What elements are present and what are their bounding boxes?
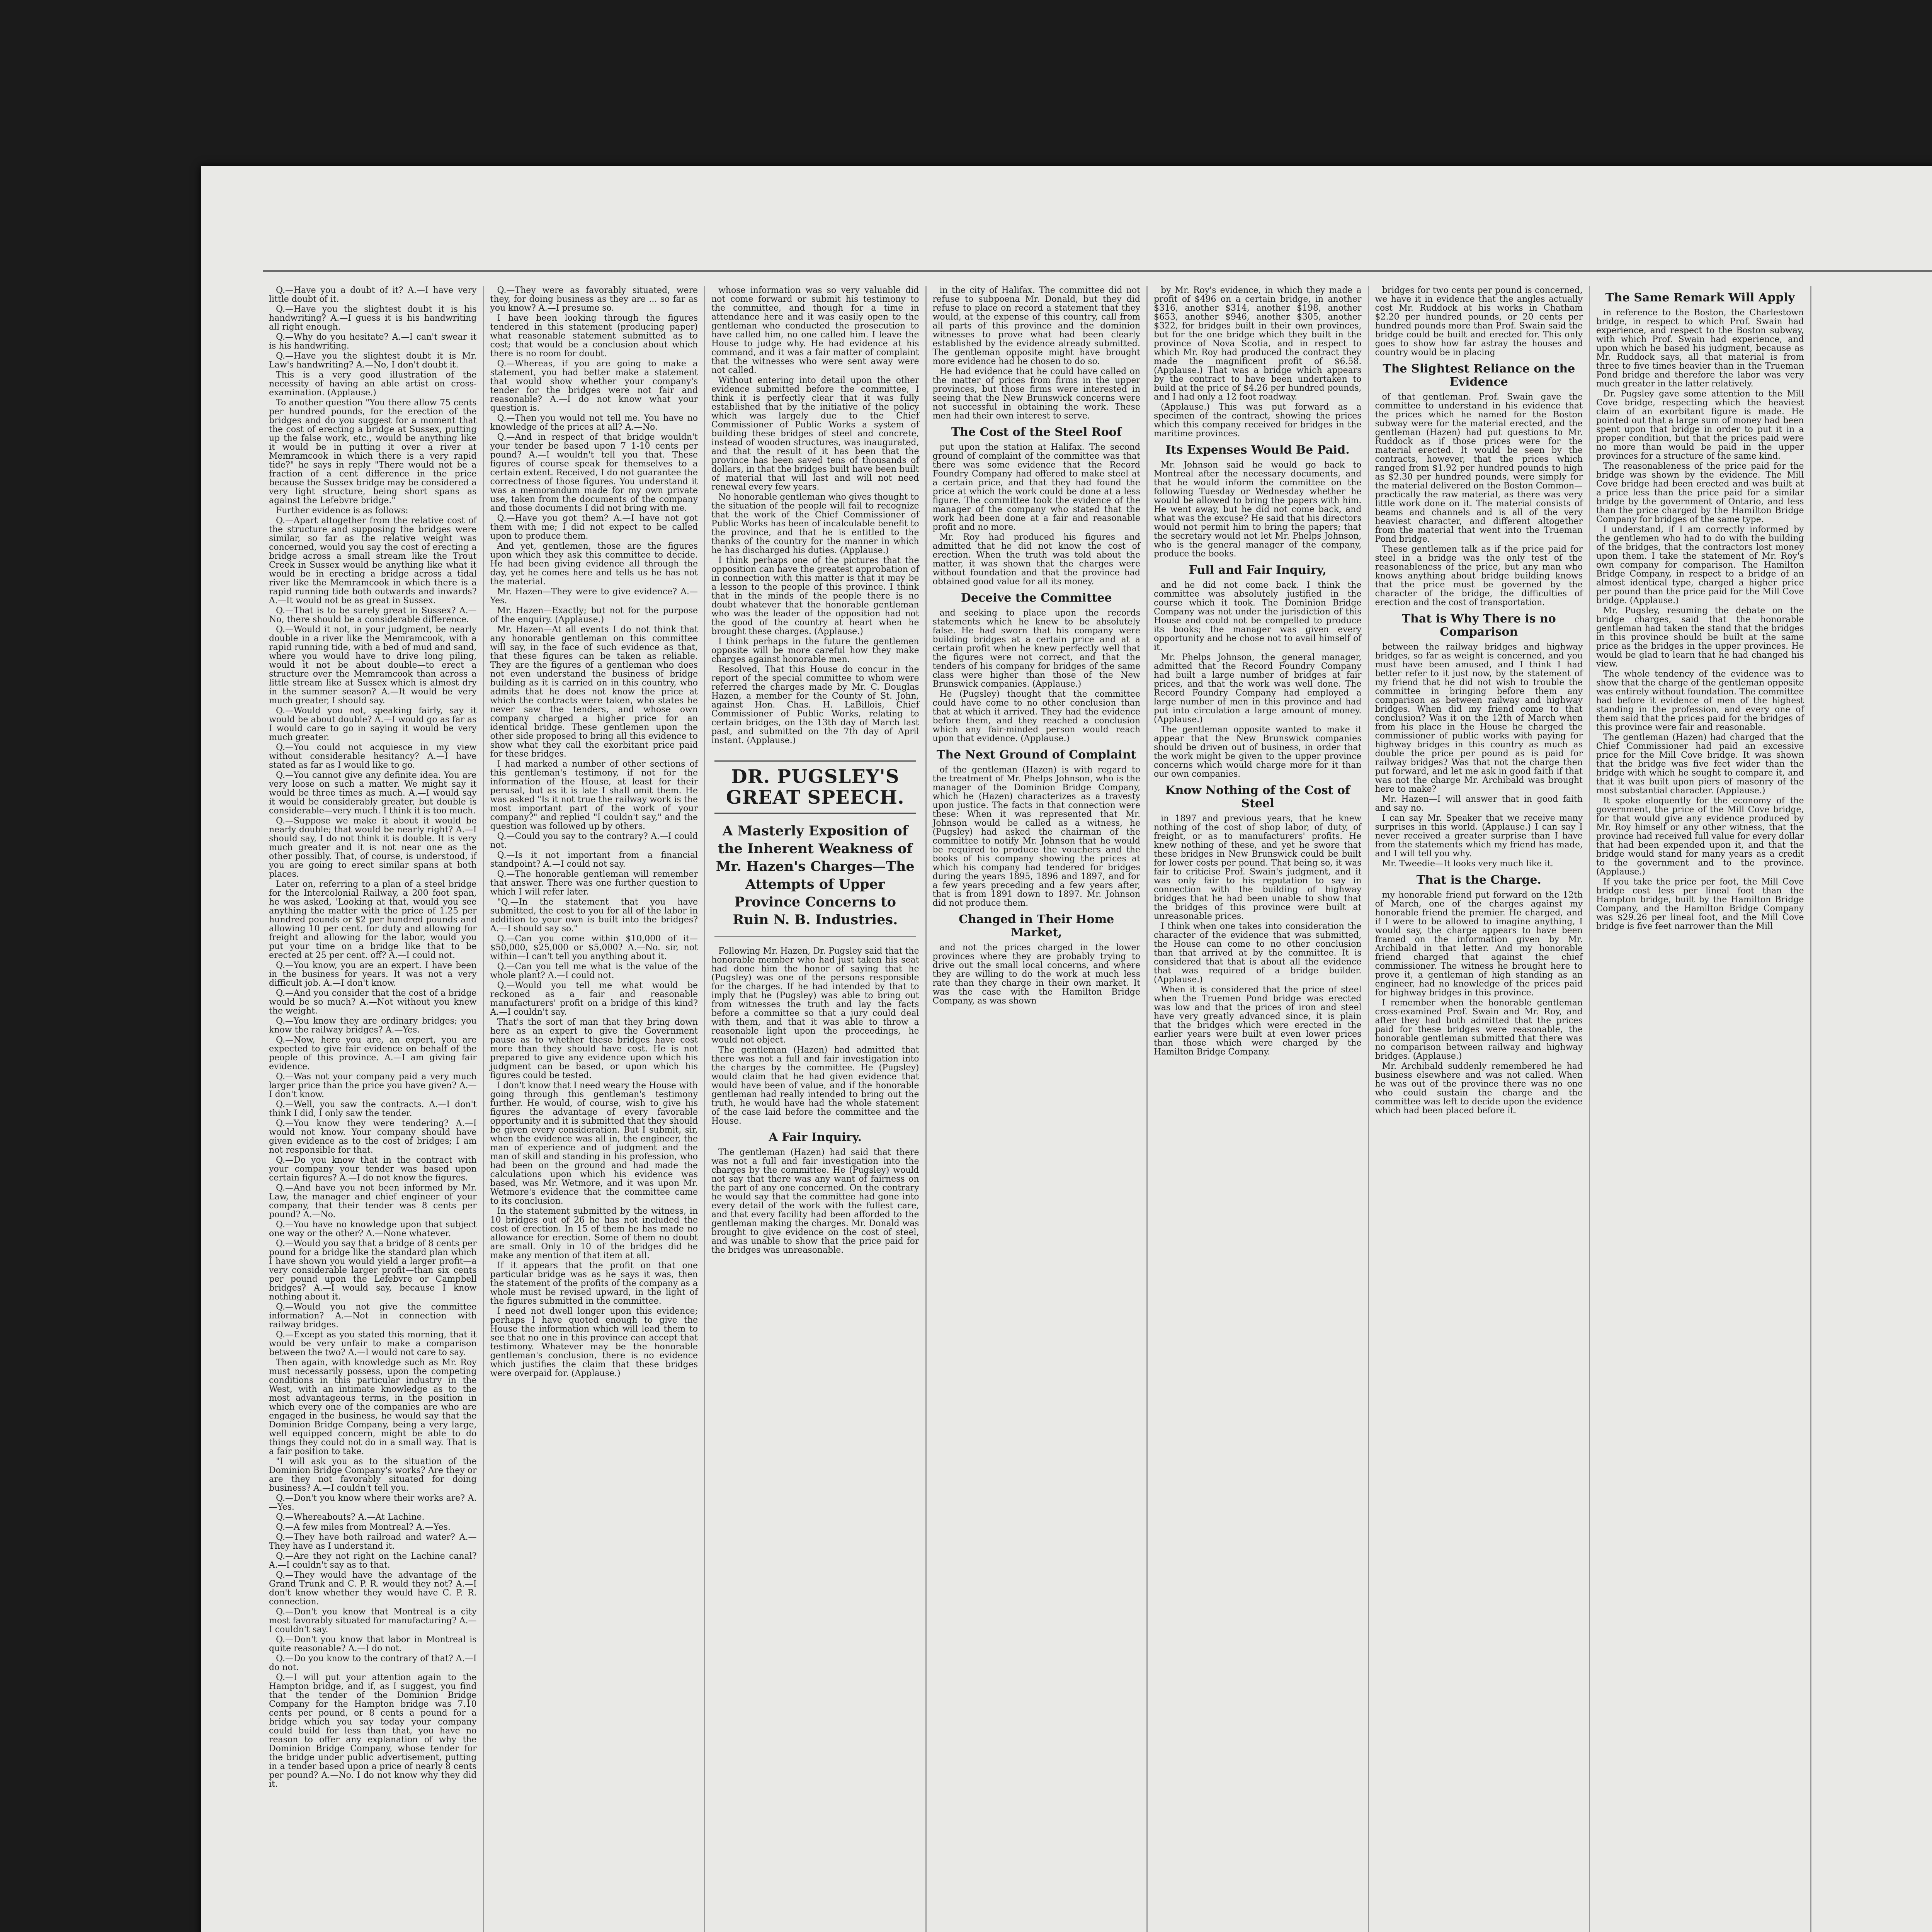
body-paragraph: Mr. Pugsley, resuming the debate on the bridge charges, said that the honorable gentleman had taken the stand that the bridges in this province should be built at the same price as the bridges in the upper provinces. He would be glad to learn that he had changed his view. — [1596, 606, 1804, 669]
body-paragraph: Then again, with knowledge such as Mr. Roy must necessarily possess, upon the competing conditions in this particular industry in the West, with an intimate knowledge as to the most advantageous terms, in the position in which every one of the companies are who are engaged in the business, he would say that the Dominion Bridge Company, being a very large, well equipped concern, might be able to do things they could not do in a small way. That is a fair position to take. — [269, 1358, 477, 1456]
body-paragraph: I think perhaps one of the pictures that the opposition can have the greatest approbation of in connection with this matter is that it may be a lesson to the people of this province. I think that in the minds of the people there is no doubt whatever that the honorable gentleman who was the leader of the opposition had not the good of the country at heart when he brought these charges. (Applause.) — [711, 556, 919, 636]
article-column-7 — [1590, 286, 1811, 1932]
body-paragraph: Q.—Now, here you are, an expert, you are expected to give fair evidence on behalf of the people of this province. A.—I am giving fair evidence. — [269, 1035, 477, 1071]
body-paragraph: Q.—Do you know to the contrary of that? A.—I do not. — [269, 1654, 477, 1672]
body-paragraph: If it appears that the profit on that one particular bridge was as he says it was, then the statement of the profits of the company as a whole must be revised upward, in the light of the figures submitted in the committee. — [490, 1261, 698, 1306]
section-subhead: That is the Charge. — [1416, 873, 1541, 887]
body-paragraph: bridges for two cents per pound is concerned, we have it in evidence that the angles actually cost Mr. Ruddock at his works in Chatham $2.20 per hundred pounds, or 20 cents per hundred pounds more than Prof. Swain said the bridge could be built and erected for. This only goes to show how far astray the houses and country would be in placing — [1375, 286, 1583, 357]
body-paragraph: The gentleman (Hazen) had admitted that there was not a full and fair investigation into the charges by the committee. He (Pugsley) would claim that he had given evidence that would have been of value, and if the honorable gentleman had really intended to bring out the truth, he would have had the whole statement of the case laid before the committee and the House. — [711, 1045, 919, 1126]
body-paragraph: Q.—And you consider that the cost of a bridge would be so much? A.—Not without you knew the weight. — [269, 988, 477, 1016]
section-subhead: Full and Fair Inquiry, — [1189, 563, 1327, 577]
body-paragraph: I have been looking through the figures tendered in this statement (producing paper) what reasonable statement submitted as to cost; that would be a conclusion about which there is no room for doubt. — [490, 313, 698, 359]
body-paragraph: Q.—Do you know that in the contract with your company your tender was based upon certain figures? A.—I do not know the figures. — [269, 1155, 477, 1183]
body-paragraph: Q.—Could you say to the contrary? A.—I could not. — [490, 832, 698, 850]
body-paragraph: When it is considered that the price of steel when the Truemen Pond bridge was erected was low and that the prices of iron and steel have very greatly advanced since, it is plain that the bridges which were erected in the earlier years were built at even lower prices than those which were charged by the Hamilton Bridge Company. — [1154, 985, 1362, 1057]
body-paragraph: Q.—Apart altogether from the relative cost of the structure and supposing the bridges were similar, so far as the relative weight was concerned, would you say the cost of erecting a bridge across a small stream like the Trout Creek in Sussex would be anything like what it would be in erecting a bridge across a tidal river like the Memramcook in which there is a rapid running tide both outwards and inwards? A.—It would not be as great in Sussex. — [269, 516, 477, 605]
body-paragraph: Q.—Is it not important from a financial standpoint? A.—I could not say. — [490, 850, 698, 869]
body-paragraph: and seeking to place upon the records statements which he knew to be absolutely false. He had sworn that his company were building bridges at a certain price and at a certain profit when he knew perfectly well that the figures were not correct, and that the tenders of his company for bridges of the same class were higher than those of the New Brunswick companies. (Applause.) — [932, 608, 1140, 689]
section-subhead: Know Nothing of the Cost of Steel — [1165, 784, 1350, 810]
body-paragraph: I remember when the honorable gentleman cross-examined Prof. Swain and Mr. Roy, and after they had both admitted that the prices paid for these bridges were reasonable, the honorable gentleman submitted that there was no comparison between railway and highway bridges. (Applause.) — [1375, 998, 1583, 1061]
body-paragraph: The gentleman (Hazen) had charged that the Chief Commissioner had paid an excessive price for the Mill Cove bridge. It was shown that the bridge was five feet wider than the bridge with which he sought to compare it, and that it was built upon piers of masonry of the most substantial character. (Applause.) — [1596, 733, 1804, 796]
article-column-1 — [263, 286, 484, 1932]
article-column-5 — [1148, 286, 1369, 1932]
body-paragraph: The whole tendency of the evidence was to show that the charge of the gentleman opposite was entirely without foundation. The committee had before it evidence of men of the highest standing in the profession, and every one of them said that the prices paid for the bridges of this province were fair and reasonable. — [1596, 669, 1804, 732]
masthead-rule — [263, 270, 1932, 272]
body-paragraph: Q.—The honorable gentleman will remember that answer. There was one further question to which I will refer later. — [490, 869, 698, 897]
body-paragraph: Q.—You could not acquiesce in my view without considerable hesitancy? A.—I have stated as far as I would like to go. — [269, 743, 477, 770]
body-paragraph: Q.—Whereabouts? A.—At Lachine. — [276, 1512, 425, 1522]
body-paragraph: of that gentleman. Prof. Swain gave the committee to understand in his evidence that the prices which he named for the Boston subway were for the material erected, and the gentleman (Hazen) had put questions to Mr. Ruddock as if those prices were for the material erected. It would be seen by the contracts, however, that the prices which ranged from $1.92 per hundred pounds to high as $2.30 per hundred pounds, were simply for the material delivered on the Boston Common—practically the raw material, as there was very little work done on it. The material consists of beams and channels and is all of the very heaviest character, and different altogether from the material that went into the Trueman Pond bridge. — [1375, 392, 1583, 544]
body-paragraph: Further evidence is as follows: — [276, 506, 408, 515]
body-paragraph: Q.—You know they are ordinary bridges; you know the railway bridges? A.—Yes. — [269, 1016, 477, 1035]
body-paragraph: Without entering into detail upon the other evidence submitted before the committee, I think it is perfectly clear that it was fully established that by the initiative of the policy which was largely due to the Chief Commissioner of Public Works a system of building these bridges of steel and concrete, instead of wooden structures, was inaugurated, and that the result of it has been that the province has been saved tens of thousands of dollars, in that the bridges built have been built of material that will last and will not need renewal every few years. — [711, 376, 919, 492]
article-column-3 — [705, 286, 927, 1932]
body-paragraph: "I will ask you as to the situation of the Dominion Bridge Company's works? Are they or are they not favorably situated for doing business? A.—I couldn't tell you. — [269, 1457, 477, 1493]
body-paragraph: Q.—Have you got them? A.—I have not got them with me; I did not expect to be called upon to produce them. — [490, 514, 698, 541]
body-paragraph: That's the sort of man that they bring down here as an expert to give the Government pause as to whether these bridges have cost more than they should have cost. He is not prepared to give any evidence upon which his judgment can be based, or upon which his figures could be tested. — [490, 1017, 698, 1080]
body-paragraph: Q.—Are they not right on the Lachine canal? A.—I couldn't say as to that. — [269, 1551, 477, 1570]
body-paragraph: whose information was so very valuable did not come forward or submit his testimony to the committee, and though for a time in attendance here and it was easily open to the gentleman who conducted the prosecution to have called him, no one called him. I leave the House to judge why. He had evidence at his command, and it was a fair matter of complaint that the witnesses who were sent away were not called. — [711, 286, 919, 375]
body-paragraph: Resolved, That this House do concur in the report of the special committee to whom were referred the charges made by Mr. C. Douglas Hazen, a member for the County of St. John, against Hon. Chas. H. LaBillois, Chief Commissioner of Public Works, relating to certain bridges, on the 13th day of March last past, and submitted on the 7th day of April instant. (Applause.) — [711, 665, 919, 745]
section-subhead: That is Why There is no Comparison — [1401, 612, 1556, 639]
body-paragraph: To another question "You there allow 75 cents per hundred pounds, for the erection of the bridges and do you suggest for a moment that the cost of erecting a bridge at Sussex, putting up the false work, etc., would be anything like it would be in putting it over a river at Memramcook in which there is a very rapid tide?" he says in reply "There would not be a fraction of a cent difference in the price because the Sussex bridge may be considered a very light structure, being short spans as against the Lefebvre bridge." — [269, 398, 477, 505]
section-subhead: The Cost of the Steel Roof — [951, 425, 1122, 439]
body-paragraph: Q.—They have both railroad and water? A.—They have as I understand it. — [269, 1532, 477, 1551]
body-paragraph: Mr. Hazen—I will answer that in good faith and say no. — [1375, 794, 1583, 813]
body-paragraph: He had evidence that he could have called on the matter of prices from firms in the upper provinces, but those firms were interested in seeing that the New Brunswick concerns were not successful in obtaining the work. These men had their own interest to serve. — [932, 367, 1140, 421]
body-paragraph: Q.—Have you the slightest doubt it is Mr. Law's handwriting? A.—No, I don't doubt it. — [269, 351, 477, 370]
body-paragraph: Dr. Pugsley gave some attention to the Mill Cove bridge, respecting which the heaviest claim of an exorbitant figure is made. He pointed out that a large sum of money had been spent upon that bridge in order to put it in a proper condition, but that the prices paid were no more than would be paid in the upper provinces for a structure of the same kind. — [1596, 389, 1804, 461]
body-paragraph: If you take the price per foot, the Mill Cove bridge cost less per lineal foot than the Hampton bridge, built by the Hamilton Bridge Company, and the Hamilton Bridge Company was $29.26 per lineal foot, and the Mill Cove bridge is five feet narrower than the Mill — [1596, 877, 1804, 931]
body-paragraph: Q.—Would it not, in your judgment, be nearly double in a river like the Memramcook, with a rapid running tide, with a bed of mud and sand, where you would have to drive long piling, would it not be about double—to erect a structure over the Memramcook than across a little stream like at Sussex which is almost dry in the summer season? A.—It would be very much greater, I should say. — [269, 625, 477, 706]
body-paragraph: The gentleman opposite wanted to make it appear that the New Brunswick companies should be driven out of business, in order that the work might be given to the upper province concerns which would charge more for it than our own companies. — [1154, 725, 1362, 779]
section-subhead: The Slightest Reliance on the Evidence — [1383, 362, 1575, 389]
body-paragraph: Q.—Would you say that a bridge of 8 cents per pound for a bridge like the standard plan which I have shown you would yield a larger profit—a very considerable larger profit—than six cents per pound upon the Lefebvre or Campbell bridges? A.—I would say, because I know nothing about it. — [269, 1239, 477, 1302]
body-paragraph: Q.—Would you not give the committee information? A.—Not in connection with railway bridges. — [269, 1302, 477, 1330]
body-paragraph: Q.—You have no knowledge upon that subject one way or the other? A.—None whatever. — [269, 1220, 477, 1238]
section-subhead: The Next Ground of Complaint — [936, 748, 1136, 762]
body-paragraph: in the city of Halifax. The committee did not refuse to subpoena Mr. Donald, but they did refuse to place on record a statement that they would, at the expense of this country, call from all parts of this province and the dominion witnesses to prove what had been clearly established by the evidence already submitted. The gentleman opposite might have brought more evidence had he chosen to do so. — [932, 286, 1140, 366]
body-paragraph: In the statement submitted by the witness, in 10 bridges out of 26 he has not included the cost of erection. In 15 of them he has made no allowance for erection. Some of them no doubt are small. Only in 10 of the bridges did he make any mention of that item at all. — [490, 1206, 698, 1260]
body-paragraph: Q.—Except as you stated this morning, that it would be very unfair to make a comparison between the two? A.—I would not care to say. — [269, 1330, 477, 1357]
body-paragraph: Q.—You know, you are an expert. I have been in the business for years. It was not a very difficult job. A.—I don't know. — [269, 961, 477, 988]
body-paragraph: Q.—Can you tell me what is the value of the whole plant? A.—I could not. — [490, 962, 698, 980]
body-paragraph: Q.—Whereas, if you are going to make a statement, you had better make a statement that would show whether your company's tender for the bridges were not fair and reasonable? A.—I do not know what your question is. — [490, 359, 698, 413]
body-paragraph: Q.—A few miles from Montreal? A.—Yes. — [276, 1522, 451, 1532]
body-paragraph: The reasonableness of the price paid for the bridge was shown by the evidence. The Mill Cove bridge had been erected and was built at a price less than the price paid for a similar bridge by the government of Ontario, and less than the price charged by the Hamilton Bridge Company for bridges of the same type. — [1596, 461, 1804, 524]
body-paragraph: "Q.—In the statement that you have submitted, the cost to you for all of the labor in addition to your own is built into the bridges? A.—I should say so." — [490, 897, 698, 934]
section-subhead: Deceive the Committee — [961, 591, 1112, 605]
article-deck: A Masterly Exposition of the Inherent Weakness of Mr. Hazen's Charges—The Attempts of Upper Province Concerns to Ruin N. B. Industries. — [714, 822, 916, 937]
body-paragraph: my honorable friend put forward on the 12th of March, one of the charges against my honorable friend the premier. He charged, and if I were to be allowed to imagine anything, I would say, the charge appears to have been framed on the information given by Mr. Archibald in that letter. And my honorable friend charged that against the chief commissioner. The witness he brought here to prove it, a gentleman of high standing as an engineer, had no knowledge of the prices paid for highway bridges in this province. — [1375, 890, 1583, 998]
article-headline: DR. PUGSLEY'S GREAT SPEECH. — [714, 760, 916, 814]
body-paragraph: Mr. Roy had produced his figures and admitted that he did not know the cost of erection. When the truth was told about the matter, it was shown that the charges were without foundation and that the province had obtained good value for all its money. — [932, 532, 1140, 587]
body-paragraph: I understand, if I am correctly informed by the gentlemen who had to do with the building of the bridges, that the contractors lost money upon them. I take the statement of Mr. Roy's own company for comparison. The Hamilton Bridge Company, in respect to a bridge of an almost identical type, charged a higher price per pound than the price paid for the Mill Cove bridge. (Applause.) — [1596, 525, 1804, 605]
body-paragraph: of the gentleman (Hazen) is with regard to the treatment of Mr. Phelps Johnson, who is the manager of the Dominion Bridge Company, which he (Hazen) characterizes as a travesty upon justice. The facts in that connection were these: When it was represented that Mr. Johnson would be called as a witness, he (Pugsley) had asked the chairman of the committee to notify Mr. Johnson that he would be required to produce the vouchers and the books of his company showing the prices at which his company had tendered for bridges during the years 1895, 1896 and 1897, and for a few years preceding and a few years after, that is from 1891 down to 1897. Mr. Johnson did not produce them. — [932, 765, 1140, 908]
body-paragraph: No honorable gentleman who gives thought to the situation of the people will fail to recognize that the work of the Chief Commissioner of Public Works has been of incalculable benefit to the province, and that he is entitled to the thanks of the country for the manner in which he has discharged his duties. (Applause.) — [711, 492, 919, 555]
body-paragraph: Q.—I will put your attention again to the Hampton bridge, and if, as I suggest, you find that the tender of the Dominion Bridge Company for the Hampton bridge was 7.10 cents per pound, or 8 cents a pound for a bridge which you say today your company could build for less than that, you have no reason to offer any explanation of why the Dominion Bridge Company, whose tender for the bridge under public advertisement, putting in a tender based upon a price of nearly 8 cents per pound? A.—No. I do not know why they did it. — [269, 1673, 477, 1789]
body-paragraph: Q.—Suppose we make it about it would be nearly double; that would be nearly right? A.—I should say, I do not think it is double. It is very much greater and it is not near one as the other possibly. That, of course, is understood, if you are going to erect similar spans at both places. — [269, 816, 477, 879]
section-subhead: Its Expenses Would Be Paid. — [1165, 443, 1350, 457]
body-paragraph: in 1897 and previous years, that he knew nothing of the cost of shop labor, of duty, of freight, or as to manufacturers' profits. He knew nothing of these, and yet he swore that these bridges in New Brunswick could be built for lower costs per pound. That being so, it was fair to criticise Prof. Swain's judgment, and it was only fair to his reputation to say in connection with the building of highway bridges that he had been unable to show that the bridges of this province were built at unreasonable prices. — [1154, 814, 1362, 921]
body-paragraph: Q.—Was not your company paid a very much larger price than the price you have given? A.—I don't know. — [269, 1072, 477, 1099]
body-paragraph: and he did not come back. I think the committee was absolutely justified in the course which it took. The Dominion Bridge Company was not under the jurisdiction of this House and could not be compelled to produce its books; the manager was given every opportunity and he chose not to avail himself of it. — [1154, 580, 1362, 652]
body-paragraph: (Applause.) This was put forward as a specimen of the contract, showing the prices which this company received for bridges in the maritime provinces. — [1154, 402, 1362, 439]
body-paragraph: The gentleman (Hazen) had said that there was not a full and fair investigation into the charges by the committee. He (Pugsley) would not say that there was any want of fairness on the part of any one concerned. On the contrary he would say that the committee had gone into every detail of the work with the fullest care, and that every facility had been afforded to the gentleman making the charges. Mr. Donald was brought to give evidence on the cost of steel, and was unable to show that the price paid for the bridges was unreasonable. — [711, 1148, 919, 1255]
body-paragraph: Mr. Tweedie—It looks very much like it. — [1382, 859, 1553, 869]
body-paragraph: He (Pugsley) thought that the committee could have come to no other conclusion than that at which it arrived. They had the evidence before them, and they reached a conclusion which any fair-minded person would reach upon that evidence. (Applause.) — [932, 689, 1140, 743]
body-paragraph: Q.—That is to be surely great in Sussex? A.—No, there should be a considerable difference. — [269, 606, 477, 624]
body-paragraph: I don't know that I need weary the House with going through this gentleman's testimony further. He would, of course, wish to give his figures the advantage of every favorable opportunity and it is submitted that they should be given every consideration. But I submit, sir, when the evidence was all in, the engineer, the man of experience and of judgment and the man of skill and standing in his profession, who had been on the ground and had made the calculations upon which his evidence was based, was Mr. Wetmore, and it was upon Mr. Wetmore's evidence that the committee came to its conclusion. — [490, 1081, 698, 1206]
body-paragraph: I think perhaps in the future the gentlemen opposite will be more careful how they make charges against honorable men. — [711, 637, 919, 664]
section-subhead: The Same Remark Will Apply — [1605, 291, 1795, 304]
body-paragraph: Mr. Hazen—They were to give evidence? A.—Yes. — [490, 587, 698, 605]
body-paragraph: Mr. Hazen—Exactly; but not for the purpose of the enquiry. (Applause.) — [490, 606, 698, 624]
body-paragraph: Q.—And have you not been informed by Mr. Law, the manager and chief engineer of your company, that their tender was 8 cents per pound? A.—No. — [269, 1183, 477, 1219]
body-paragraph: put upon the station at Halifax. The second ground of complaint of the committee was that there was some evidence that the Record Foundry Company had offered to make steel at a certain price, and that they had found the price at which the work could be done at a less figure. The committee took the evidence of the manager of the company who stated that the work had been done at a fair and reasonable profit and no more. — [932, 442, 1140, 532]
body-paragraph: Q.—Can you come within $10,000 of it—$50,000, $25,000 or $5,000? A.—No. sir, not within—I can't tell you anything about it. — [490, 934, 698, 961]
body-paragraph: by Mr. Roy's evidence, in which they made a profit of $496 on a certain bridge, in another $316, another $314, another $198, another $653, another $946, another $305, another $322, for bridges built in their own provinces, but for the one bridge which they built in the province of Nova Scotia, and in respect to which Mr. Roy had produced the contract they made the magnificent profit of $6.58. (Applause.) That was a bridge which appears by the contract to have been undertaken to build at the price of $4.26 per hundred pounds, and I had only a 12 foot roadway. — [1154, 286, 1362, 402]
section-subhead: A Fair Inquiry. — [769, 1131, 862, 1144]
body-paragraph: Mr. Hazen—At all events I do not think that any honorable gentleman on this committee will say, in the face of such evidence as that, that these figures can be taken as reliable. They are the figures of a gentleman who does not even understand the business of bridge building as it is carried on in this country, who admits that he does not know the price at which the contracts were taken, who states he never saw the tenders, and whose own company charged a higher price for an identical bridge. These gentlemen upon the other side proposed to bring all this evidence to show what they call the exorbitant price paid for these bridges. — [490, 625, 698, 759]
body-paragraph: And yet, gentlemen, those are the figures upon which they ask this committee to decide. He had been giving evidence all through the day, yet he comes here and tells us he has not the material. — [490, 541, 698, 587]
body-paragraph: Mr. Johnson said he would go back to Montreal after the necessary documents, and that he would inform the committee on the following Tuesday or Wednesday whether he would be allowed to bring the papers with him. He went away, but he did not come back, and what was the excuse? He said that his directors would not permit him to bring the papers; that the secretary would not let Mr. Phelps Johnson, who is the general manager of the company, produce the books. — [1154, 460, 1362, 559]
body-paragraph: between the railway bridges and highway bridges, so far as weight is concerned, and you must have been amused, and I think I had better refer to it just now, by the statement of my friend that he did not wish to trouble the committee in bringing before them any comparison as between railway and highway bridges. When did my friend come to that conclusion? Was it on the 12th of March when from his place in the House he charged the commissioner of public works with paying for highway bridges in this country as much as double the price per pound as is paid for railway bridges? Was that not the charge then put forward, and let me ask in good faith if that was not the charge Mr. Archibald was brought here to make? — [1375, 642, 1583, 794]
body-paragraph: It spoke eloquently for the economy of the government, the price of the Mill Cove bridge, for that would give any evidence produced by Mr. Roy himself or any other witness, that the province had received full value for every dollar that had been expended upon it, and that the bridge would stand for many years as a credit to the government and to the province. (Applause.) — [1596, 796, 1804, 877]
body-paragraph: Q.—They were as favorably situated, were they, for doing business as they are ... so far as you know? A.—I presume so. — [490, 286, 698, 313]
body-paragraph: Q.—You cannot give any definite idea. You are very loose on such a matter. We might say it would be three times as much. A.—I would say it would be considerably greater, but double is considerable—very much. I think it is too much. — [269, 770, 477, 816]
body-paragraph: Q.—Don't you know where their works are? A.—Yes. — [269, 1493, 477, 1512]
body-paragraph: Q.—Would you not, speaking fairly, say it would be about double? A.—I would go as far as I would care to go in saying it would be very much greater. — [269, 706, 477, 742]
column-grid — [263, 286, 1932, 1932]
body-paragraph: These gentlemen talk as if the price paid for steel in a bridge was the only test of the reasonableness of the price, but any man who knows anything about bridge building knows that the price must be governed by the character of the bridge, the difficulties of erection and the cost of transportation. — [1375, 544, 1583, 607]
body-paragraph: Q.—They would have the advantage of the Grand Trunk and C. P. R. would they not? A.—I don't know whether they would have C. P. R. connection. — [269, 1570, 477, 1607]
body-paragraph: Following Mr. Hazen, Dr. Pugsley said that the honorable member who had just taken his seat had done him the honor of saying that he (Pugsley) was one of the persons responsible for the charges. If he had intended by that to imply that he (Pugsley) was able to bring out from witnesses the truth and lay the facts before a committee so that a jury could deal with them, and that it was able to throw a reasonable light upon the proceedings, he would not object. — [711, 946, 919, 1045]
article-column-6 — [1369, 286, 1590, 1932]
body-paragraph: This is a very good illustration of the necessity of having an able artist on cross-examination. (Applause.) — [269, 370, 477, 398]
body-paragraph: Q.—Well, you saw the contracts. A.—I don't think I did, I only saw the tender. — [269, 1100, 477, 1118]
body-paragraph: I had marked a number of other sections of this gentleman's testimony, if not for the information of the House, at least for their perusal, but as it is late I shall omit them. He was asked "Is it not true the railway work is the most important part of the work of your company?" and replied "I couldn't say," and the question was followed up by others. — [490, 759, 698, 831]
body-paragraph: Q.—Would you tell me what would be reckoned as a fair and reasonable manufacturers' profit on a bridge of this kind? A.—I couldn't say. — [490, 981, 698, 1017]
body-paragraph: Q.—Have you the slightest doubt it is his handwriting? A.—I guess it is his handwriting all right enough. — [269, 304, 477, 332]
body-paragraph: I think when one takes into consideration the character of the evidence that was submitted, the House can come to no other conclusion than that arrived at by the committee. It is considered that that is about all the evidence that was required of a bridge builder. (Applause.) — [1154, 922, 1362, 985]
body-paragraph: and not the prices charged in the lower provinces where they are probably trying to drive out the small local concerns, and where they are willing to do the work at much less rate than they charge in their own market. It was the case with the Hamilton Bridge Company, as was shown — [932, 943, 1140, 1006]
body-paragraph: Mr. Archibald suddenly remembered he had business elsewhere and was not called. When he was out of the province there was no one who could sustain the charge and the committee was left to decide upon the evidence which had been placed before it. — [1375, 1061, 1583, 1116]
article-column-8 — [1811, 286, 1932, 1932]
body-paragraph: Q.—Why do you hesitate? A.—I can't swear it is his handwriting. — [269, 332, 477, 351]
body-paragraph: I can say Mr. Speaker that we receive many surprises in this world. (Applause.) I can say I never received a greater surprise than I have from the statements which my friend has made, and I will tell you why. — [1375, 813, 1583, 859]
newspaper-page — [201, 166, 1932, 1932]
body-paragraph: Mr. Phelps Johnson, the general manager, admitted that the Record Foundry Company had built a large number of bridges at fair prices, and that the work was well done. The Record Foundry Company had employed a large number of men in this province and had put into circulation a large amount of money. (Applause.) — [1154, 653, 1362, 724]
section-subhead: Changed in Their Home Market, — [959, 913, 1114, 939]
body-paragraph: Q.—Don't you know that labor in Montreal is quite reasonable? A.—I do not. — [269, 1635, 477, 1653]
body-paragraph: Q.—And in respect of that bridge wouldn't your tender be based upon 7 1-10 cents per pound? A.—I wouldn't tell you that. These figures of course speak for themselves to a certain extent. Received, I do not guarantee the correctness of those figures. You understand it was a memorandum made for my own private use, taken from the documents of the company and those documents I did not bring with me. — [490, 432, 698, 513]
body-paragraph: Q.—Don't you know that Montreal is a city most favorably situated for manufacturing? A.—I couldn't say. — [269, 1607, 477, 1634]
body-paragraph: Q.—You know they were tendering? A.—I would not know. Your company should have given evidence as to the cost of bridges; I am not responsible for that. — [269, 1119, 477, 1155]
body-paragraph: in reference to the Boston, the Charlestown bridge, in respect to which Prof. Swain had experience, and respect to the Boston subway, with which Prof. Swain had experience, and upon which he based his judgment, because as Mr. Ruddock says, all that material is from three to five times heavier than in the Trueman Pond bridge and therefore the labor was very much greater in the latter relatively. — [1596, 308, 1804, 389]
body-paragraph: Q.—Have you a doubt of it? A.—I have very little doubt of it. — [269, 286, 477, 304]
article-column-2 — [484, 286, 706, 1932]
body-paragraph: Q.—Then you would not tell me. You have no knowledge of the prices at all? A.—No. — [490, 413, 698, 432]
body-paragraph: I need not dwell longer upon this evidence; perhaps I have quoted enough to give the House the information which will lead them to see that no one in this province can accept that testimony. Whatever may be the honorable gentleman's conclusion, there is no evidence which justifies the claim that these bridges were overpaid for. (Applause.) — [490, 1306, 698, 1378]
body-paragraph: Later on, referring to a plan of a steel bridge for the Intercolonial Railway, a 200 foot span, he was asked, 'Looking at that, would you see anything the matter with the price of 1.25 per hundred pounds or $2 per hundred pounds and allowing 10 per cent. for duty and allowing for freight and allowing for the labor, would you put your time on a bridge like that to be erected at 25 per cent. off? A.—I could not. — [269, 879, 477, 960]
article-column-4 — [927, 286, 1148, 1932]
